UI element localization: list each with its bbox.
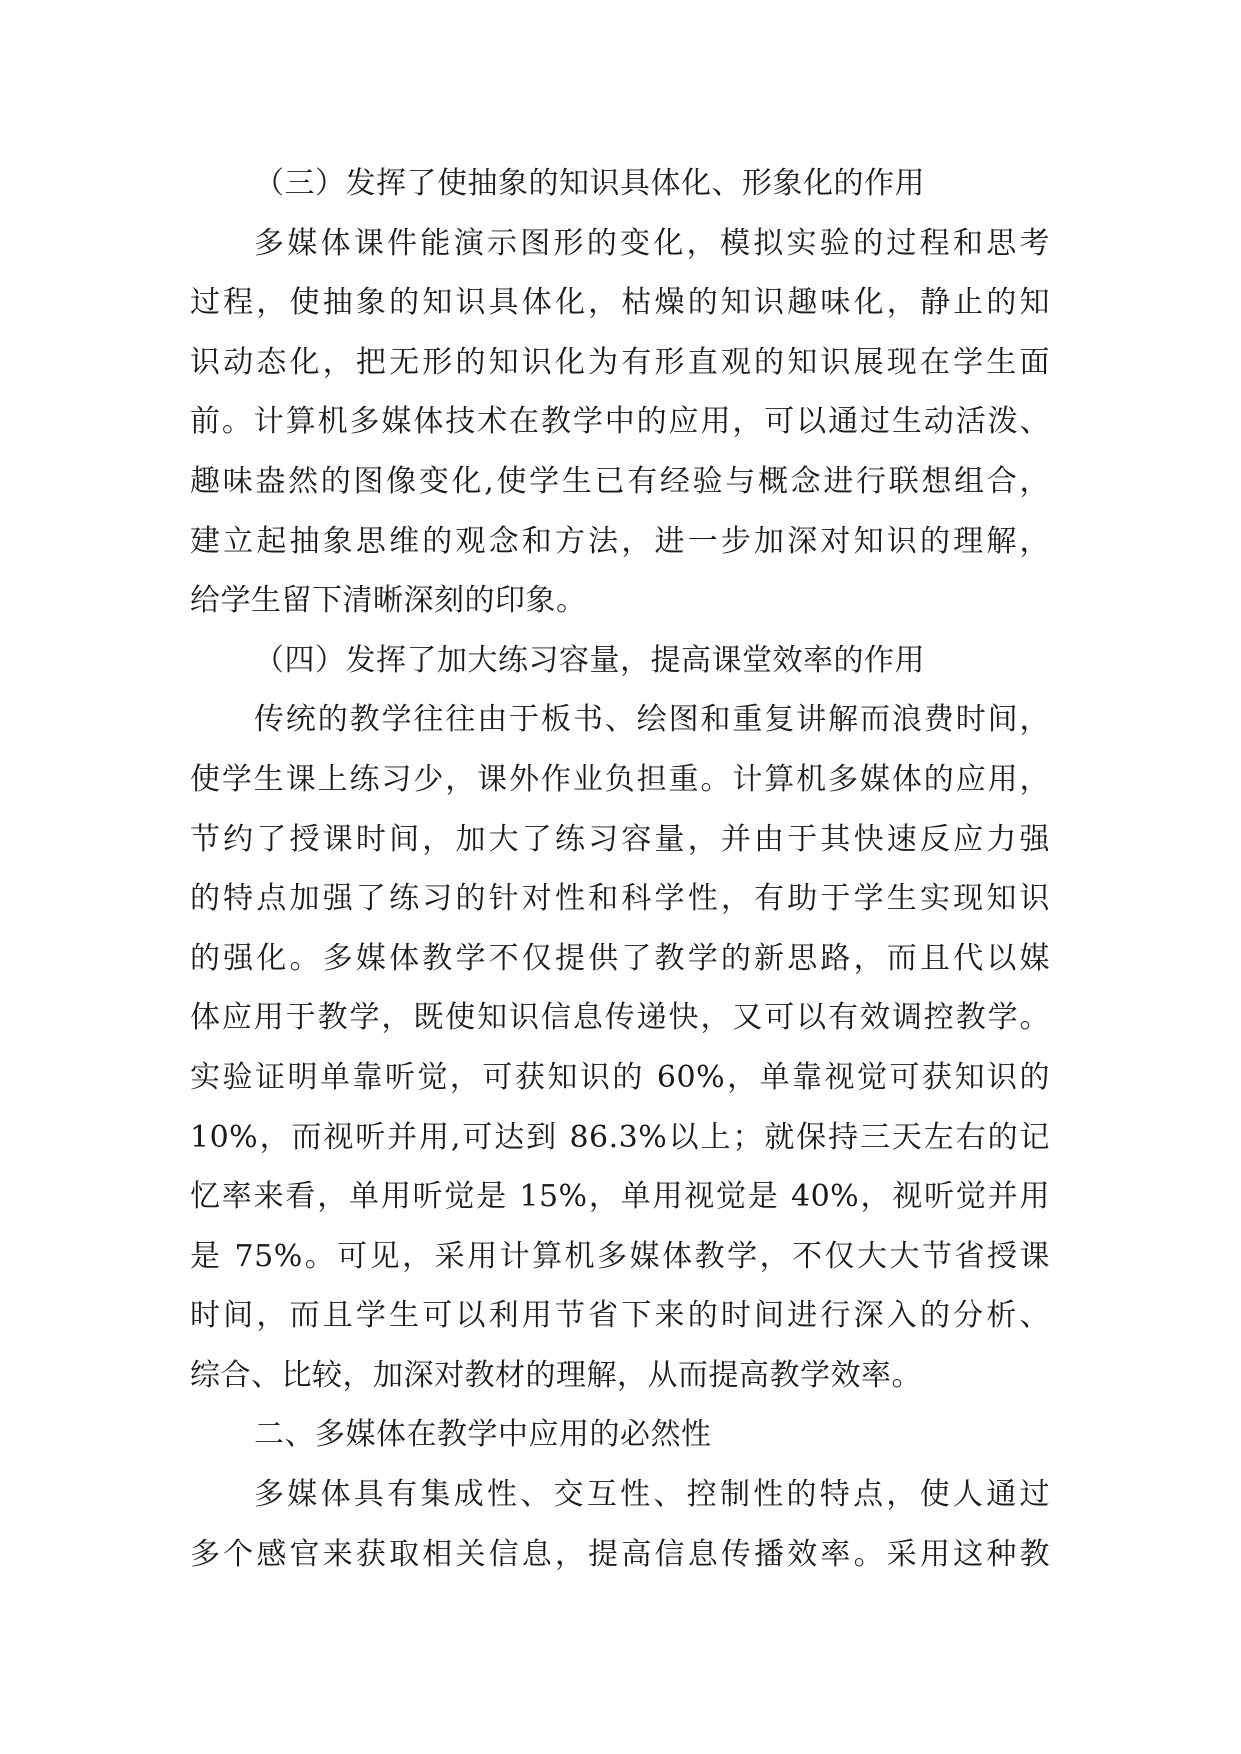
paragraph-line: 趣味盎然的图像变化,使学生已有经验与概念进行联想组合，	[190, 463, 1050, 499]
paragraph-line: 传统的教学往往由于板书、绘图和重复讲解而浪费时间，	[254, 702, 1050, 738]
document-body	[190, 154, 1050, 1584]
paragraph-line: 多媒体课件能演示图形的变化，模拟实验的过程和思考	[254, 225, 1050, 261]
paragraph-line: 给学生留下清晰深刻的印象。	[190, 583, 587, 619]
paragraph-line: 多个感官来获取相关信息，提高信息传播效率。采用这种教	[190, 1536, 1050, 1572]
paragraph-line: 多媒体具有集成性、交互性、控制性的特点，使人通过	[254, 1477, 1050, 1513]
paragraph-line: 节约了授课时间，加大了练习容量，并由于其快速反应力强	[190, 821, 1050, 857]
paragraph-line: 的强化。多媒体教学不仅提供了教学的新思路，而且代以媒	[190, 940, 1050, 976]
paragraph-line: 实验证明单靠听觉，可获知识的 60%，单靠视觉可获知识的	[190, 1059, 1050, 1095]
paragraph-line: 10%，而视听并用,可达到 86.3%以上；就保持三天左右的记	[190, 1119, 1050, 1155]
paragraph-line: 时间，而且学生可以利用节省下来的时间进行深入的分析、	[190, 1298, 1050, 1334]
section-heading-4: （四）发挥了加大练习容量，提高课堂效率的作用	[254, 642, 925, 678]
paragraph-line: 过程，使抽象的知识具体化，枯燥的知识趣味化，静止的知	[190, 285, 1050, 321]
paragraph-line: 的特点加强了练习的针对性和科学性，有助于学生实现知识	[190, 881, 1050, 917]
paragraph-line: 体应用于教学，既使知识信息传递快，又可以有效调控教学。	[190, 1000, 1050, 1036]
paragraph-line: 识动态化，把无形的知识化为有形直观的知识展现在学生面	[190, 344, 1050, 380]
paragraph-line: 建立起抽象思维的观念和方法，进一步加深对知识的理解，	[190, 523, 1050, 559]
paragraph-line: 前。计算机多媒体技术在教学中的应用，可以通过生动活泼、	[190, 404, 1050, 440]
paragraph-line: 使学生课上练习少，课外作业负担重。计算机多媒体的应用，	[190, 761, 1050, 797]
section-heading-3: （三）发挥了使抽象的知识具体化、形象化的作用	[254, 166, 925, 201]
paragraph-line: 忆率来看，单用听觉是 15%，单用视觉是 40%，视听觉并用	[190, 1179, 1050, 1215]
paragraph-line: 是 75%。可见，采用计算机多媒体教学，不仅大大节省授课	[190, 1238, 1050, 1274]
section-heading-2: 二、多媒体在教学中应用的必然性	[254, 1417, 712, 1453]
paragraph-line: 综合、比较，加深对教材的理解，从而提高教学效率。	[190, 1357, 922, 1393]
